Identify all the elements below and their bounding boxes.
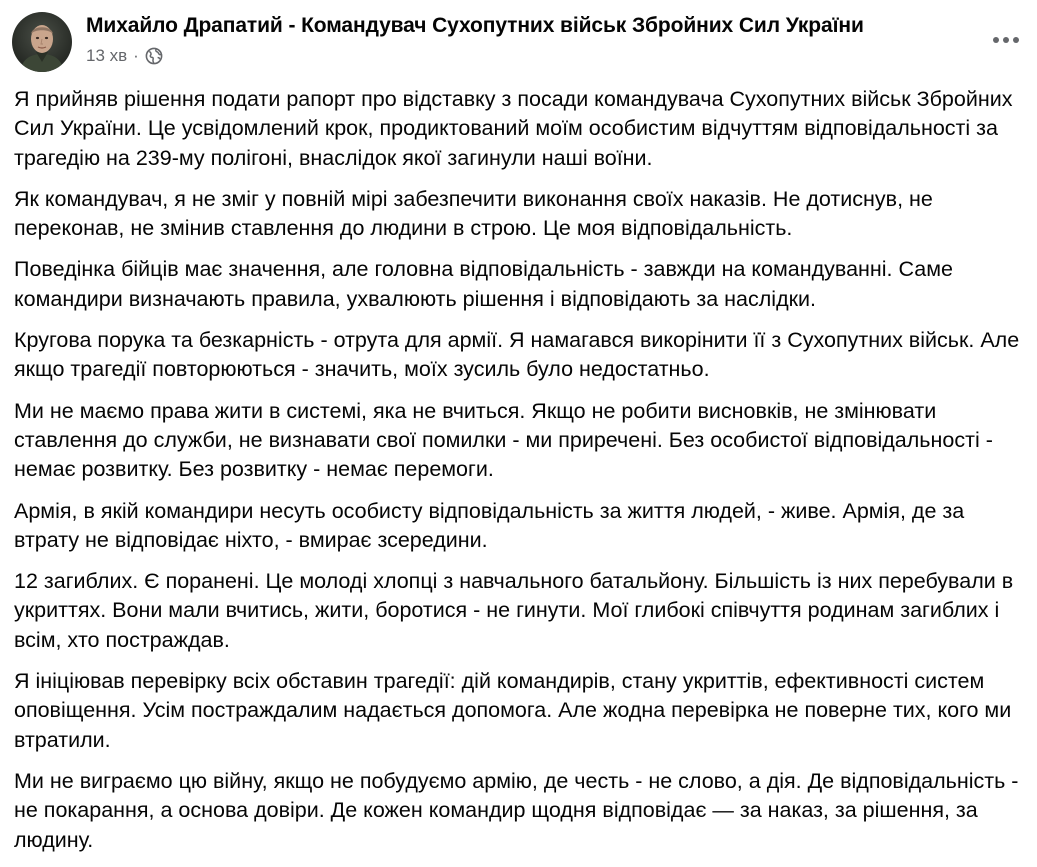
post-paragraph: Поведінка бійців має значення, але головна відповідальність - завжди на командуванні. Саме командири визначають правила, ухвалюють рішення і відповідають за наслідки.	[14, 257, 953, 311]
post-body	[14, 85, 1024, 867]
post-header	[0, 0, 1037, 80]
more-horizontal-icon	[992, 36, 1020, 44]
post-paragraph: Армія, в якій командири несуть особисту відповідальність за життя людей, - живе. Армія, де за втрату не відповідає ніхто, - вмирає зсередини.	[14, 498, 965, 552]
post-meta	[86, 46, 163, 66]
post-paragraph: Кругова порука та безкарність - отрута для армії. Я намагався викорінити її з Сухопутних військ. Але якщо трагедії повторюються - значить, моїх зусиль було недостатньо.	[14, 328, 1020, 382]
avatar-image	[12, 12, 72, 72]
post-paragraph: Ми не виграємо цю війну, якщо не побудуємо армію, де честь - не слово, а дія. Де відповідальність - не покарання, а основа довіри. Де кожен командир щодня відповідає — за наказ, за рішення, за людину.	[14, 768, 1019, 852]
post-paragraph: Ми не маємо права жити в системі, яка не вчиться. Якщо не робити висновків, не змінювати ставлення до служби, не визнавати свої помилки - ми приречені. Без особистої відповідальності - немає розвитку. Без розвитку - немає перемоги.	[14, 398, 993, 482]
author-name[interactable]: Михайло Драпатий - Командувач Сухопутних військ Збройних Сил України	[86, 14, 864, 37]
post-paragraph: Як командувач, я не зміг у повній мірі забезпечити виконання своїх наказів. Не дотиснув, не переконав, не змінив ставлення до людини в строю. Це моя відповідальність.	[14, 186, 933, 241]
post-paragraph: Я ініціював перевірку всіх обставин трагедії: дій командирів, стану укриттів, ефективності систем оповіщення. Усім постраждалим надається допомога. Але жодна перевірка не поверне тих, кого ми втратили.	[14, 669, 1012, 752]
post-timestamp[interactable]: 13 хв	[86, 46, 128, 65]
avatar[interactable]	[12, 12, 72, 72]
post-paragraph: Я прийняв рішення подати рапорт про відставку з посади командувача Сухопутних військ Збройних Сил України. Це усвідомлений крок, продиктований моїм особистим відчуттям відповідальності за трагедію на 239-му полігоні, внаслідок якої загинули наші воїни.	[14, 87, 1013, 170]
globe-icon[interactable]	[145, 47, 163, 65]
meta-separator: ·	[133, 46, 139, 65]
post-paragraph: 12 загиблих. Є поранені. Це молоді хлопці з навчального батальйону. Більшість із них перебували в укриттях. Вони мали вчитись, жити, боротися - не гинути. Мої глибокі співчуття родинам загиблих і всім, хто постраждав.	[14, 569, 1014, 652]
more-options-button[interactable]	[985, 20, 1027, 60]
